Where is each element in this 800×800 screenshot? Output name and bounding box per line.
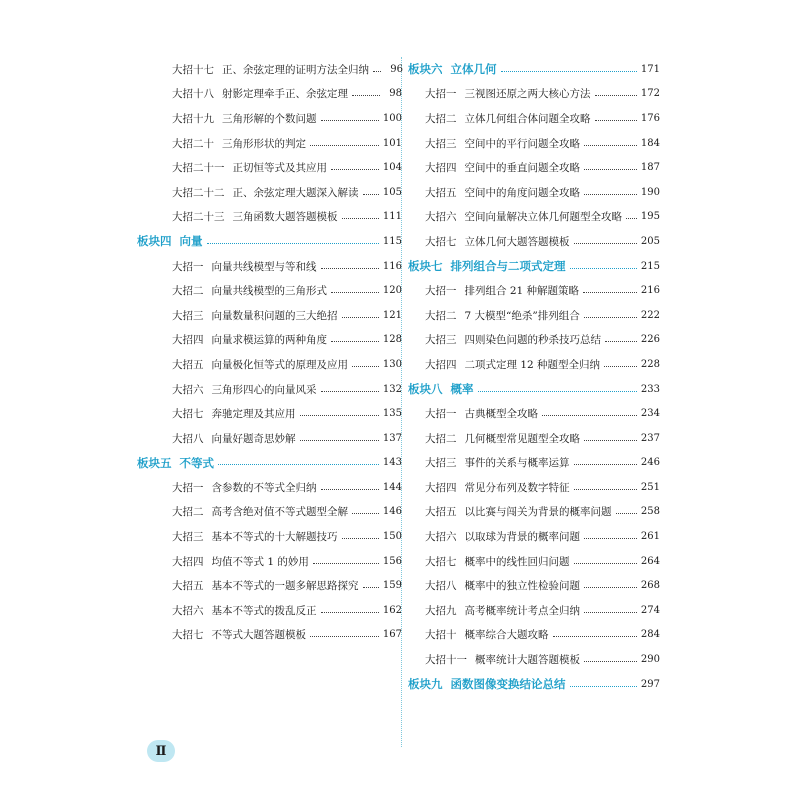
- page-ref: 162: [382, 604, 402, 616]
- toc-entry[interactable]: [405, 278, 660, 303]
- entry-number: 大招八: [172, 432, 204, 445]
- toc-right-column: [405, 57, 660, 696]
- dot-leader: [584, 440, 637, 441]
- toc-section-heading[interactable]: [405, 254, 660, 279]
- entry-title: 空间中的垂直问题全攻略: [464, 162, 580, 175]
- page-ref: 104: [382, 162, 402, 174]
- entry-number: 大招六: [425, 211, 457, 224]
- entry-title: 概率中的独立性检验问题: [464, 580, 580, 593]
- entry-title: 高考含绝对值不等式题型全解: [211, 506, 348, 519]
- dot-leader: [501, 71, 637, 72]
- dot-leader: [584, 538, 637, 539]
- page-number-badge: [147, 740, 175, 762]
- page-ref: 137: [382, 432, 402, 444]
- toc-entry[interactable]: [132, 426, 402, 451]
- page-ref: 268: [640, 580, 660, 592]
- page-ref: 261: [640, 531, 660, 543]
- section-number: 板块四: [137, 234, 172, 249]
- toc-entry[interactable]: [405, 303, 660, 328]
- page-ref: 290: [640, 654, 660, 666]
- page-ref: 184: [640, 137, 660, 149]
- dot-leader: [584, 194, 637, 195]
- entry-title: 常见分布列及数字特征: [464, 481, 570, 494]
- entry-title: 空间中的角度问题全攻略: [464, 186, 580, 199]
- page-ref: 121: [382, 309, 402, 321]
- page-ref: 101: [382, 137, 402, 149]
- entry-number: 大招六: [172, 383, 204, 396]
- dot-leader: [584, 145, 637, 146]
- toc-entry[interactable]: [132, 57, 402, 82]
- dot-leader: [584, 661, 637, 662]
- entry-title: 射影定理牵手正、余弦定理: [222, 88, 348, 101]
- entry-number: 大招十七: [172, 63, 214, 76]
- page-ref: 146: [382, 506, 402, 518]
- dot-leader: [604, 366, 637, 367]
- entry-title: 概率中的线性回归问题: [464, 555, 570, 568]
- section-title: 排列组合与二项式定理: [450, 259, 566, 274]
- dot-leader: [570, 686, 637, 687]
- dot-leader: [300, 415, 379, 416]
- dot-leader: [342, 218, 379, 219]
- toc-entry[interactable]: [405, 549, 660, 574]
- dot-leader: [574, 243, 637, 244]
- toc-entry[interactable]: [405, 82, 660, 107]
- entry-title: 四则染色问题的秒杀技巧总结: [464, 334, 601, 347]
- page-ref: 128: [382, 334, 402, 346]
- entry-number: 大招二十一: [172, 162, 225, 175]
- entry-number: 大招二: [425, 309, 457, 322]
- section-number: 板块六: [408, 62, 443, 77]
- dot-leader: [595, 120, 637, 121]
- dot-leader: [331, 341, 379, 342]
- entry-title: 以取球为背景的概率问题: [464, 531, 580, 544]
- entry-title: 基本不等式的一题多解思路探究: [211, 580, 359, 593]
- toc-entry[interactable]: [405, 451, 660, 476]
- entry-number: 大招四: [425, 481, 457, 494]
- page-ref: 172: [640, 88, 660, 100]
- page-ref: 228: [640, 358, 660, 370]
- entry-title: 二项式定理 12 种题型全归纳: [464, 358, 601, 371]
- page-ref: 171: [640, 63, 660, 75]
- dot-leader: [352, 95, 380, 96]
- page-ref: 205: [640, 235, 660, 247]
- dot-leader: [352, 366, 379, 367]
- section-title: 向量: [179, 234, 203, 249]
- dot-leader: [331, 292, 379, 293]
- dot-leader: [313, 563, 379, 564]
- page-ref: 274: [640, 604, 660, 616]
- entry-title: 7 大模型“绝杀”排列组合: [464, 309, 580, 322]
- dot-leader: [342, 317, 379, 318]
- entry-title: 空间中的平行问题全攻略: [464, 137, 580, 150]
- entry-title: 空间向量解决立体几何题型全攻略: [464, 211, 622, 224]
- page-number: Ⅱ: [155, 743, 167, 759]
- entry-number: 大招三: [425, 457, 457, 470]
- entry-number: 大招七: [172, 408, 204, 421]
- dot-leader: [553, 636, 637, 637]
- entry-title: 基本不等式的十大解题技巧: [211, 531, 338, 544]
- toc-section-heading[interactable]: [405, 672, 660, 697]
- entry-title: 均值不等式 1 的妙用: [211, 555, 309, 568]
- page-ref: 237: [640, 432, 660, 444]
- dot-leader: [300, 440, 379, 441]
- section-title: 不等式: [179, 455, 214, 470]
- entry-number: 大招四: [425, 162, 457, 175]
- entry-number: 大招九: [425, 604, 457, 617]
- toc-entry[interactable]: [405, 500, 660, 525]
- toc-entry[interactable]: [132, 475, 402, 500]
- dot-leader: [605, 341, 637, 342]
- toc-section-heading[interactable]: [132, 451, 402, 476]
- page-ref: 116: [382, 260, 402, 272]
- dot-leader: [310, 636, 379, 637]
- toc-entry[interactable]: [405, 229, 660, 254]
- entry-title: 几何概型常见题型全攻略: [464, 432, 580, 445]
- entry-title: 向量数量积问题的三大绝招: [211, 309, 338, 322]
- entry-number: 大招二: [172, 506, 204, 519]
- entry-title: 排列组合 21 种解题策略: [464, 285, 580, 298]
- toc-entry[interactable]: [405, 647, 660, 672]
- dot-leader: [478, 391, 637, 392]
- toc-entry[interactable]: [132, 254, 402, 279]
- page-ref: 130: [382, 358, 402, 370]
- entry-title: 事件的关系与概率运算: [464, 457, 570, 470]
- toc-entry[interactable]: [132, 352, 402, 377]
- page-ref: 143: [382, 457, 402, 469]
- section-number: 板块九: [408, 677, 443, 692]
- toc-entry[interactable]: [132, 278, 402, 303]
- entry-number: 大招十: [425, 629, 457, 642]
- entry-title: 向量共线模型与等和线: [211, 260, 317, 273]
- dot-leader: [574, 563, 637, 564]
- dot-leader: [626, 218, 637, 219]
- entry-title: 正、余弦定理大题深入解读: [232, 186, 359, 199]
- toc-left-column: [132, 57, 402, 647]
- entry-title: 三视图还原之两大核心方法: [464, 88, 591, 101]
- entry-number: 大招五: [425, 186, 457, 199]
- page-ref: 222: [640, 309, 660, 321]
- entry-number: 大招二: [172, 285, 204, 298]
- entry-title: 不等式大题答题模板: [211, 629, 306, 642]
- entry-number: 大招八: [425, 580, 457, 593]
- entry-number: 大招十九: [172, 112, 214, 125]
- page-ref: 144: [382, 481, 402, 493]
- toc-entry[interactable]: [405, 623, 660, 648]
- dot-leader: [321, 612, 379, 613]
- entry-title: 基本不等式的拨乱反正: [211, 604, 317, 617]
- page-ref: 100: [382, 112, 402, 124]
- section-number: 板块七: [408, 259, 443, 274]
- page-ref: 246: [640, 457, 660, 469]
- page-ref: 132: [382, 383, 402, 395]
- entry-title: 含参数的不等式全归纳: [211, 481, 317, 494]
- dot-leader: [574, 464, 637, 465]
- dot-leader: [218, 464, 379, 465]
- page-ref: 233: [640, 383, 660, 395]
- entry-number: 大招五: [172, 580, 204, 593]
- entry-title: 三角函数大题答题模板: [232, 211, 338, 224]
- entry-number: 大招十一: [425, 654, 467, 667]
- dot-leader: [363, 194, 379, 195]
- entry-title: 高考概率统计考点全归纳: [464, 604, 580, 617]
- toc-entry[interactable]: [405, 401, 660, 426]
- toc-entry[interactable]: [132, 598, 402, 623]
- dot-leader: [321, 268, 379, 269]
- page-ref: 251: [640, 481, 660, 493]
- toc-entry[interactable]: [132, 303, 402, 328]
- page-ref: 187: [640, 162, 660, 174]
- page-ref: 176: [640, 112, 660, 124]
- page-ref: 215: [640, 260, 660, 272]
- entry-number: 大招三: [172, 531, 204, 544]
- section-title: 立体几何: [450, 62, 497, 77]
- page-ref: 226: [640, 334, 660, 346]
- entry-title: 向量极化恒等式的原理及应用: [211, 358, 348, 371]
- toc-entry[interactable]: [132, 82, 402, 107]
- entry-title: 立体几何大题答题模板: [464, 235, 570, 248]
- page-ref: 234: [640, 408, 660, 420]
- toc-entry[interactable]: [132, 328, 402, 353]
- page-ref: 195: [640, 211, 660, 223]
- entry-number: 大招二十: [172, 137, 214, 150]
- entry-title: 古典概型全攻略: [464, 408, 538, 421]
- toc-entry[interactable]: [405, 573, 660, 598]
- entry-number: 大招三: [425, 137, 457, 150]
- dot-leader: [363, 587, 379, 588]
- entry-title: 正、余弦定理的证明方法全归纳: [222, 63, 369, 76]
- dot-leader: [352, 513, 379, 514]
- entry-title: 三角形四心的向量风采: [211, 383, 317, 396]
- entry-number: 大招六: [172, 604, 204, 617]
- toc-entry[interactable]: [132, 205, 402, 230]
- entry-number: 大招一: [172, 481, 204, 494]
- dot-leader: [574, 489, 637, 490]
- section-title: 函数图像变换结论总结: [450, 677, 566, 692]
- toc-entry[interactable]: [405, 598, 660, 623]
- page-ref: 190: [640, 186, 660, 198]
- toc-entry[interactable]: [405, 426, 660, 451]
- toc-entry[interactable]: [405, 131, 660, 156]
- page-ref: 284: [640, 629, 660, 641]
- dot-leader: [542, 415, 637, 416]
- entry-number: 大招七: [425, 235, 457, 248]
- dot-leader: [595, 95, 637, 96]
- entry-title: 三角形解的个数问题: [222, 112, 317, 125]
- toc-entry[interactable]: [405, 352, 660, 377]
- page-ref: 96: [390, 63, 403, 75]
- page-ref: 167: [382, 629, 402, 641]
- section-title: 概率: [450, 382, 474, 397]
- entry-title: 以比赛与闯关为背景的概率问题: [464, 506, 612, 519]
- page-ref: 159: [382, 580, 402, 592]
- entry-title: 概率综合大题攻略: [464, 629, 549, 642]
- entry-number: 大招六: [425, 531, 457, 544]
- dot-leader: [321, 391, 379, 392]
- dot-leader: [570, 268, 637, 269]
- entry-number: 大招四: [172, 555, 204, 568]
- dot-leader: [321, 120, 379, 121]
- entry-number: 大招二: [425, 112, 457, 125]
- toc-entry[interactable]: [405, 180, 660, 205]
- toc-entry[interactable]: [405, 524, 660, 549]
- entry-number: 大招二: [425, 432, 457, 445]
- entry-number: 大招一: [425, 408, 457, 421]
- page-ref: 120: [382, 285, 402, 297]
- entry-title: 向量共线模型的三角形式: [211, 285, 327, 298]
- entry-number: 大招五: [172, 358, 204, 371]
- dot-leader: [207, 243, 379, 244]
- page-ref: 297: [640, 678, 660, 690]
- page-ref: 98: [389, 88, 402, 100]
- toc-entry[interactable]: [132, 524, 402, 549]
- page-ref: 105: [382, 186, 402, 198]
- toc-entry[interactable]: [132, 377, 402, 402]
- page-ref: 216: [640, 285, 660, 297]
- entry-number: 大招五: [425, 506, 457, 519]
- page-ref: 115: [382, 235, 402, 247]
- entry-number: 大招四: [172, 334, 204, 347]
- toc-entry[interactable]: [132, 500, 402, 525]
- entry-number: 大招一: [425, 88, 457, 101]
- entry-number: 大招三: [172, 309, 204, 322]
- toc-entry[interactable]: [405, 155, 660, 180]
- entry-number: 大招一: [425, 285, 457, 298]
- toc-entry[interactable]: [132, 131, 402, 156]
- entry-number: 大招七: [425, 555, 457, 568]
- toc-entry[interactable]: [132, 573, 402, 598]
- dot-leader: [321, 489, 379, 490]
- page-ref: 156: [382, 555, 402, 567]
- dot-leader: [584, 587, 637, 588]
- toc-entry[interactable]: [405, 475, 660, 500]
- toc-entry[interactable]: [132, 623, 402, 648]
- entry-title: 向量求模运算的两种角度: [211, 334, 327, 347]
- toc-section-heading[interactable]: [405, 57, 660, 82]
- toc-entry[interactable]: [405, 328, 660, 353]
- toc-entry[interactable]: [132, 180, 402, 205]
- entry-number: 大招十八: [172, 88, 214, 101]
- entry-title: 向量好题奇思妙解: [211, 432, 296, 445]
- page-ref: 111: [382, 211, 402, 223]
- toc-entry[interactable]: [132, 549, 402, 574]
- entry-title: 奔驰定理及其应用: [211, 408, 296, 421]
- toc-section-heading[interactable]: [405, 377, 660, 402]
- page-ref: 135: [382, 408, 402, 420]
- entry-title: 立体几何组合体问题全攻略: [464, 112, 591, 125]
- entry-title: 概率统计大题答题模板: [475, 654, 580, 667]
- section-number: 板块五: [137, 455, 172, 470]
- entry-title: 三角形形状的判定: [222, 137, 306, 150]
- entry-number: 大招一: [172, 260, 204, 273]
- dot-leader: [616, 513, 637, 514]
- dot-leader: [584, 612, 637, 613]
- entry-number: 大招四: [425, 358, 457, 371]
- toc-entry[interactable]: [132, 155, 402, 180]
- dot-leader: [342, 538, 379, 539]
- dot-leader: [331, 169, 379, 170]
- page-ref: 258: [640, 506, 660, 518]
- toc-section-heading[interactable]: [132, 229, 402, 254]
- entry-title: 正切恒等式及其应用: [232, 162, 327, 175]
- entry-number: 大招三: [425, 334, 457, 347]
- toc-entry[interactable]: [132, 106, 402, 131]
- entry-number: 大招二十二: [172, 186, 225, 199]
- toc-entry[interactable]: [405, 205, 660, 230]
- page-ref: 150: [382, 531, 402, 543]
- entry-number: 大招二十三: [172, 211, 225, 224]
- dot-leader: [373, 71, 381, 72]
- entry-number: 大招七: [172, 629, 204, 642]
- dot-leader: [310, 145, 379, 146]
- toc-entry[interactable]: [132, 401, 402, 426]
- section-number: 板块八: [408, 382, 443, 397]
- dot-leader: [583, 292, 637, 293]
- page-ref: 264: [640, 555, 660, 567]
- dot-leader: [584, 169, 637, 170]
- dot-leader: [584, 317, 637, 318]
- toc-entry[interactable]: [405, 106, 660, 131]
